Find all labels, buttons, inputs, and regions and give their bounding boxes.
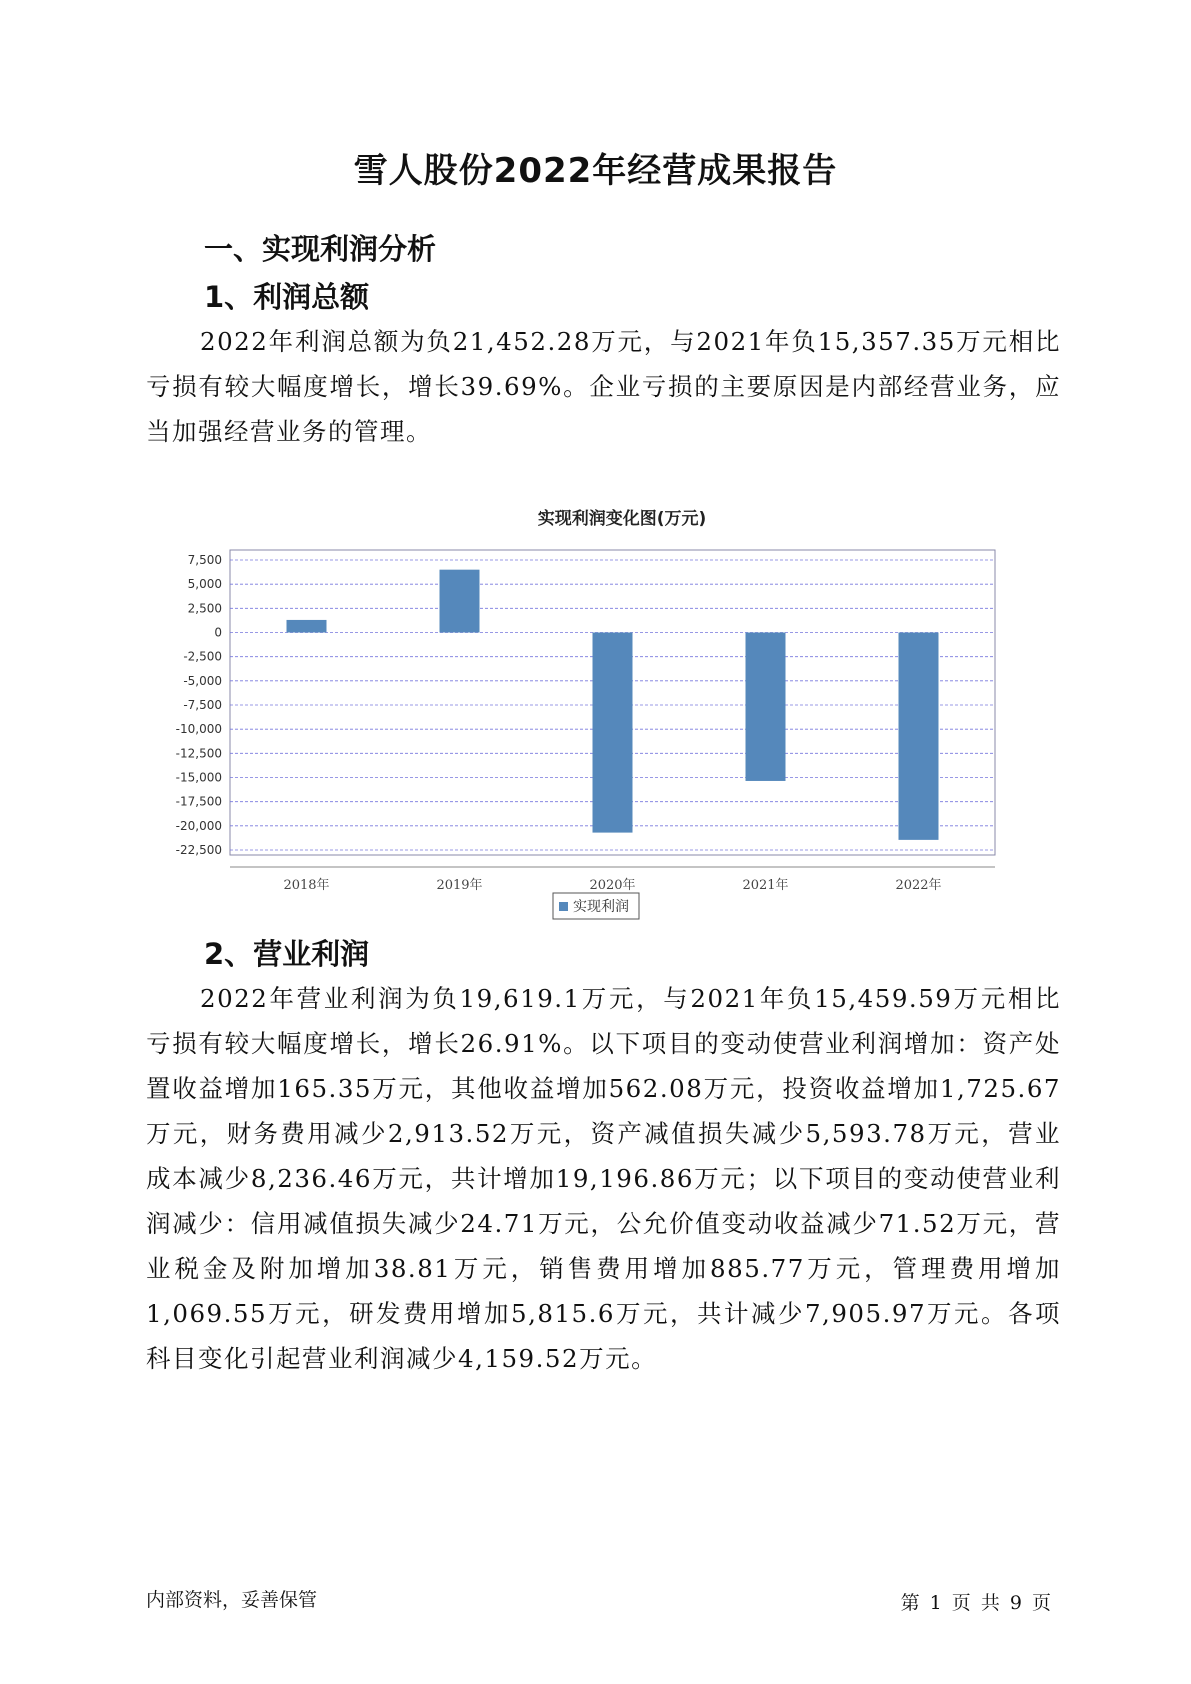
profit-chart <box>160 500 1020 950</box>
y-tick-label: 2,500 <box>187 601 222 616</box>
y-tick-label: -5,000 <box>183 673 222 688</box>
bar-2020年 <box>593 633 633 833</box>
bar-2018年 <box>287 620 327 633</box>
footer-confidential-note: 内部资料，妥善保管 <box>146 1589 318 1611</box>
y-tick-label: -22,500 <box>175 843 222 857</box>
chart-y-axis <box>176 553 222 857</box>
report-title: 雪人股份2022年经营成果报告 <box>353 151 838 191</box>
y-tick-label: -15,000 <box>175 770 222 785</box>
x-tick-label: 2020年 <box>589 878 636 893</box>
y-tick-label: 5,000 <box>187 577 222 592</box>
legend-swatch <box>559 902 568 911</box>
y-tick-label: -20,000 <box>175 818 222 833</box>
chart-legend <box>553 893 639 919</box>
x-tick-label: 2021年 <box>742 878 789 893</box>
x-tick-label: 2022年 <box>895 878 942 893</box>
footer-page-number: 第 1 页 共 9 页 <box>900 1592 1051 1614</box>
y-tick-label: -17,500 <box>175 794 222 809</box>
legend-label: 实现利润 <box>573 899 629 915</box>
y-tick-label: -7,500 <box>183 698 222 712</box>
chart-title: 实现利润变化图(万元) <box>537 509 707 529</box>
subsection-heading-total-profit: 1、利润总额 <box>204 280 370 314</box>
y-tick-label: -10,000 <box>175 722 222 737</box>
y-tick-label: -12,500 <box>175 746 222 761</box>
x-tick-label: 2018年 <box>283 878 330 893</box>
profit-bar-chart <box>160 500 1020 950</box>
y-tick-label: 7,500 <box>187 553 222 567</box>
subsection-heading-operating-profit: 2、营业利润 <box>204 937 370 971</box>
bar-2021年 <box>746 633 786 781</box>
bar-2019年 <box>440 570 480 633</box>
y-tick-label: 0 <box>214 625 222 640</box>
paragraph-operating-profit: 2022年营业利润为负19,619.1万元，与2021年负15,459.59万元相比亏损有较大幅度增长，增长26.91%。以下项目的变动使营业利润增加：资产处置收益增加165.35万元，其他收益增加562.08万元，投资收益增加1,725.67万元，财务费用减少2,913.52万元，资产减值损失减少5,593.78万元，营业成本减少8,236.46万元，共计增加19,196.86万元；以下项目的变动使营业利润减少：信用减值损失减少24.71万元，公允价值变动收益减少71.52万元，营业税金及附加增加38.81万元，销售费用增加885.77万元，管理费用增加1,069.55万元，研发费用增加5,815.6万元，共计减少7,905.97万元。各项科目变化引起营业利润减少4,159.52万元。 <box>146 984 1061 1373</box>
section-heading-profit-analysis: 一、实现利润分析 <box>204 232 437 266</box>
y-tick-label: -2,500 <box>183 649 222 664</box>
paragraph-total-profit: 2022年利润总额为负21,452.28万元，与2021年负15,357.35万元相比亏损有较大幅度增长，增长39.69%。企业亏损的主要原因是内部经营业务，应当加强经营业务的管理。 <box>146 327 1061 446</box>
x-tick-label: 2019年 <box>436 878 483 893</box>
bar-2022年 <box>899 633 939 840</box>
chart-x-axis <box>283 877 941 893</box>
